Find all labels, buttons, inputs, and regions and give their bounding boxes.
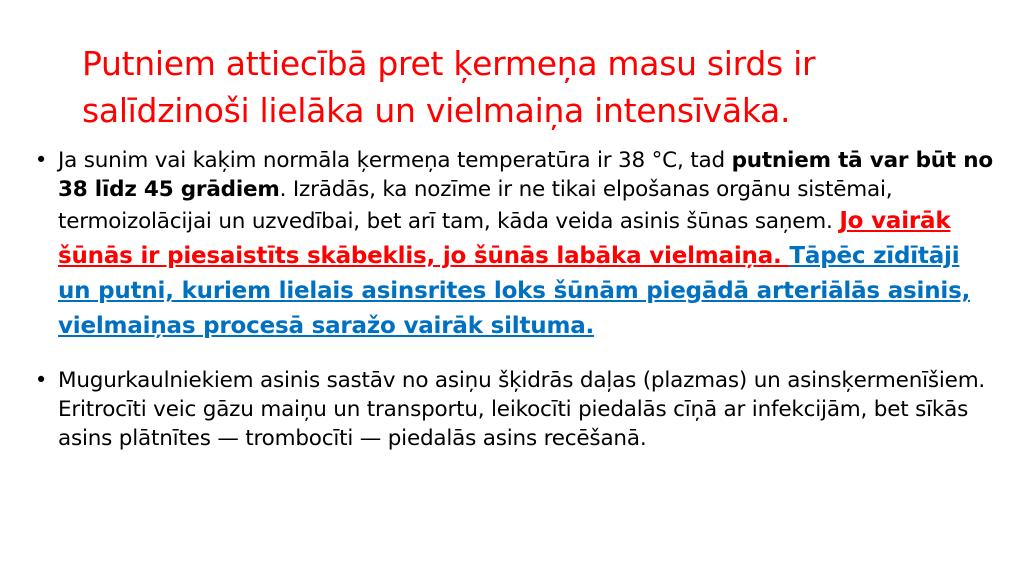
- circulation-emphasis-text: Tāpēc zīdītāji un putni, kuriem lielais asinsrites loks šūnām piegādā arteriālās asinis, vielmaiņas procesā saražo vairāk siltuma.: [58, 243, 971, 339]
- oxygen-emphasis-text: Jo vairāk šūnās ir piesaistīts skābeklis, jo šūnās labāka vielmaiņa.: [58, 208, 951, 269]
- bullet-item-body-temperature: [33, 146, 993, 344]
- bullet-icon: •: [34, 148, 48, 173]
- slide-title: Putniem attiecībā pret ķermeņa masu sirds ir salīdzinoši lielāka un vielmaiņa intensīvāka.: [82, 44, 816, 130]
- bullet-item-blood-composition: [33, 366, 993, 453]
- bird-temperature-range-text: putniem tā var būt no 38 līdz 45 grādiem: [58, 148, 993, 202]
- temperature-intro-text: Ja sunim vai kaķim normāla ķermeņa temperatūra ir 38 °C, tad: [58, 148, 732, 173]
- bullet-icon: •: [34, 368, 48, 393]
- importance-text: . Izrādās, ka nozīme ir ne tikai elpošanas orgānu sistēmai, termoizolācijai un uzvedībai, bet arī tam, kāda veida asinis šūnas saņem.: [58, 177, 893, 234]
- bullet-list: [33, 146, 993, 453]
- blood-composition-text: Mugurkaulniekiem asinis sastāv no asiņu šķidrās daļas (plazmas) un asinsķermenīšiem. Eritrocīti veic gāzu maiņu un transportu, leikocīti piedalās cīņā ar infekcijām, bet sīkās asins plātnītes — trombocīti — piedalās asins recēšanā.: [58, 368, 986, 451]
